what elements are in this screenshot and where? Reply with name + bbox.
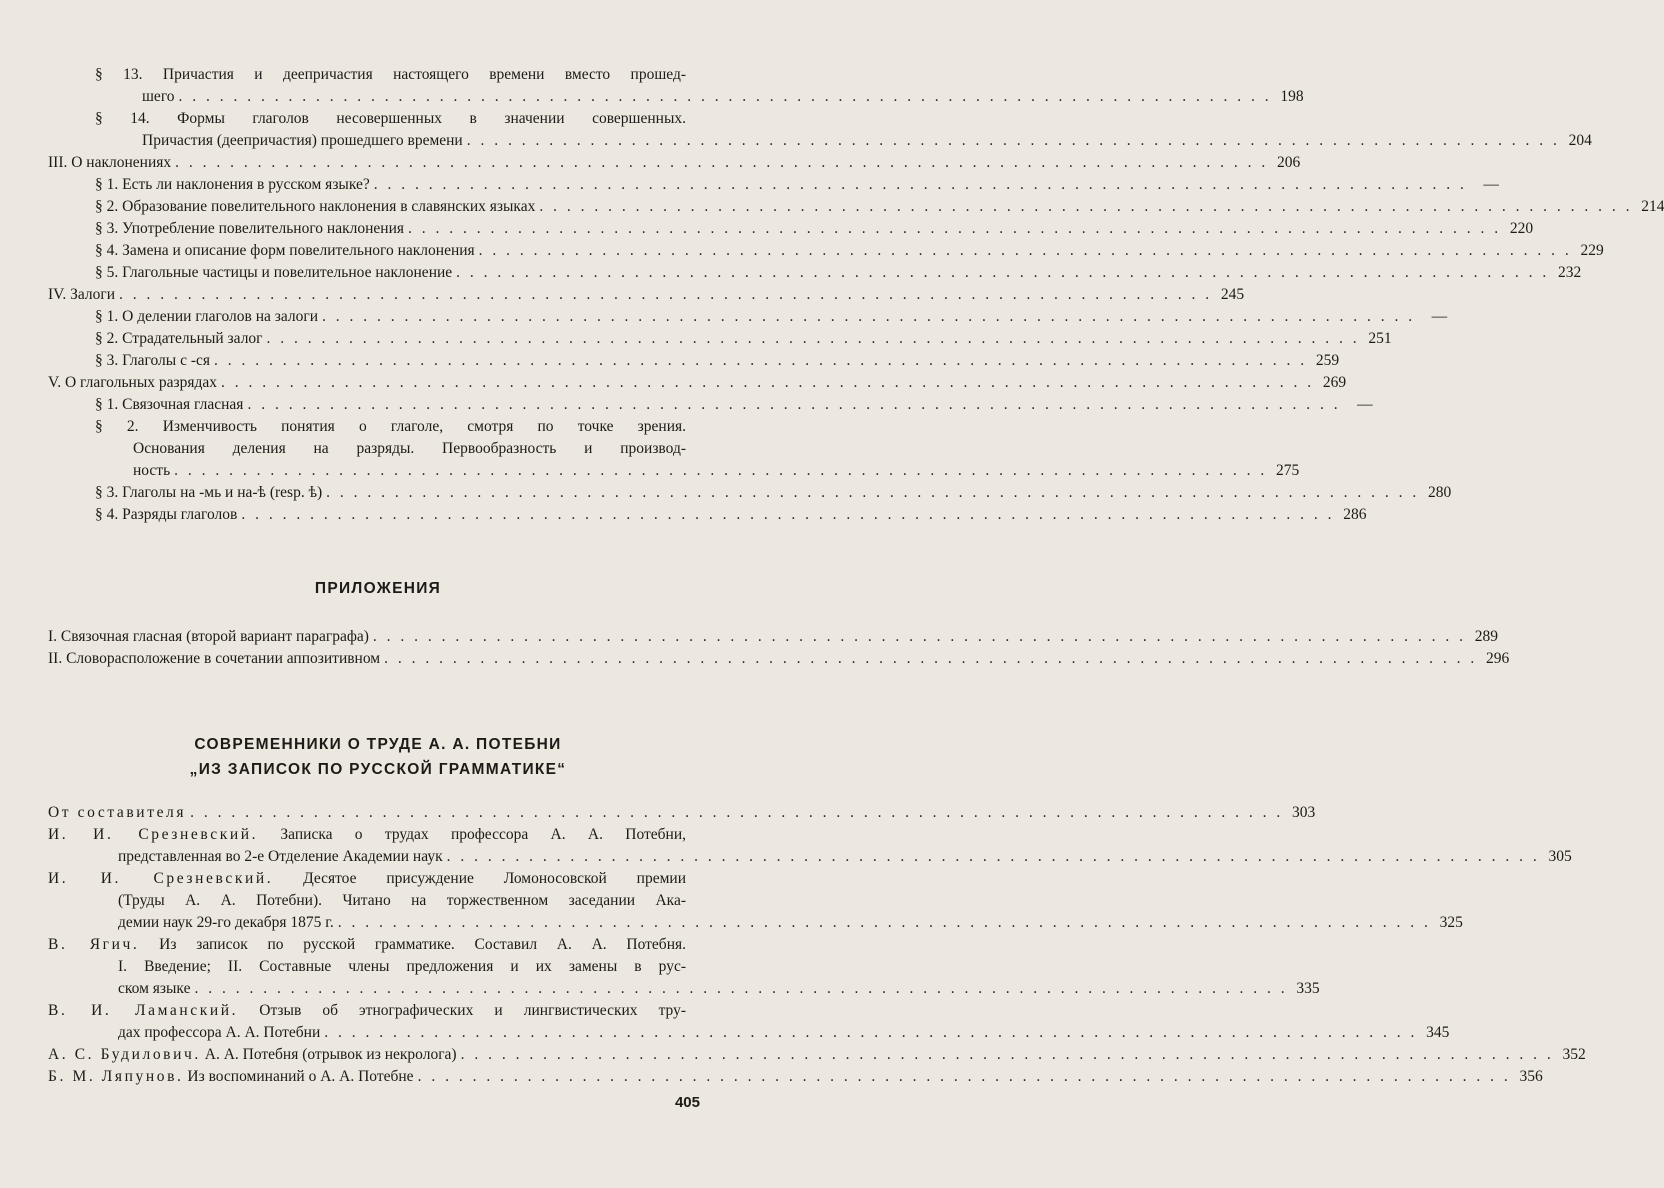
toc-page-number: 259: [1315, 352, 1340, 369]
dot-leader: . . . . . . . . . . . . . . . . . . . . . . . . . . . . . . . . . . . . . . . . . . . . . . . . . . . . . . . . . . . . . . . . . . . . . . . . . . . . . . . .: [214, 352, 1308, 369]
toc-line: [48, 284, 1245, 306]
dot-leader: . . . . . . . . . . . . . . . . . . . . . . . . . . . . . . . . . . . . . . . . . . . . . . . . . . . . . . . . . . . . . . . . . . . . . . . . . . . . . . . .: [324, 1024, 1418, 1041]
toc-page-number: —: [1357, 396, 1373, 413]
toc-page-number: 325: [1439, 914, 1463, 931]
toc-contemporaries-section: [0, 802, 1586, 1088]
toc-page-number: 198: [1280, 88, 1304, 105]
toc-author: И. И. Срезневский.: [48, 870, 274, 887]
toc-line: [95, 196, 1664, 218]
dot-leader: . . . . . . . . . . . . . . . . . . . . . . . . . . . . . . . . . . . . . . . . . . . . . . . . . . . . . . . . . . . . . . . . . . . . . . . . . . . . . . . .: [175, 154, 1269, 171]
dot-leader: . . . . . . . . . . . . . . . . . . . . . . . . . . . . . . . . . . . . . . . . . . . . . . . . . . . . . . . . . . . . . . . . . . . . . . . . . . . . . . . .: [221, 374, 1315, 391]
toc-entry-title: ность: [133, 462, 171, 479]
dot-leader: . . . . . . . . . . . . . . . . . . . . . . . . . . . . . . . . . . . . . . . . . . . . . . . . . . . . . . . . . . . . . . . . . . . . . . . . . . . . . . . .: [241, 506, 1335, 523]
toc-line: [95, 416, 686, 438]
toc-author: Б. М. Ляпунов.: [48, 1068, 184, 1085]
toc-line: [48, 626, 1499, 648]
dot-leader: . . . . . . . . . . . . . . . . . . . . . . . . . . . . . . . . . . . . . . . . . . . . . . . . . . . . . . . . . . . . . . . . . . . . . . . . . . . . . . . .: [460, 1046, 1554, 1063]
toc-entry-title: II. Словорасположение в сочетании аппозитивном: [48, 650, 381, 667]
dot-leader: . . . . . . . . . . . . . . . . . . . . . . . . . . . . . . . . . . . . . . . . . . . . . . . . . . . . . . . . . . . . . . . . . . . . . . . . . . . . . . . .: [119, 286, 1213, 303]
toc-line: [48, 1066, 1543, 1088]
toc-line: [95, 306, 1448, 328]
toc-line: [95, 394, 1373, 416]
toc-page-number: —: [1483, 176, 1499, 193]
toc-author: В. И. Ламанский.: [48, 1002, 239, 1019]
toc-entry-title: От составителя: [48, 804, 187, 821]
toc-line: [48, 152, 1301, 174]
toc-entry-title: I. Введение; II. Составные члены предложения и их замены в рус-: [118, 958, 686, 975]
toc-line: [118, 978, 1320, 1000]
toc-entry-title: § 2. Изменчивость понятия о глаголе, смотря по точке зрения.: [95, 418, 686, 435]
toc-line: [142, 130, 1592, 152]
toc-page-number: 206: [1277, 154, 1301, 171]
toc-entry-title: § 14. Формы глаголов несовершенных в значении совершенных.: [95, 110, 686, 127]
toc-verb-section: [0, 64, 1664, 526]
toc-line: [48, 1000, 686, 1022]
dot-leader: . . . . . . . . . . . . . . . . . . . . . . . . . . . . . . . . . . . . . . . . . . . . . . . . . . . . . . . . . . . . . . . . . . . . . . . . . . . . . . . .: [322, 308, 1416, 325]
toc-entry-title: Причастия (деепричастия) прошедшего времени: [142, 132, 463, 149]
toc-page-number: 232: [1558, 264, 1582, 281]
toc-page-number: 229: [1580, 242, 1604, 259]
toc-line: [95, 240, 1604, 262]
toc-line: [48, 372, 1347, 394]
toc-entry-title: § 5. Глагольные частицы и повелительное наклонение: [95, 264, 453, 281]
toc-entry-title: шего: [142, 88, 175, 105]
page-number: 405: [674, 1094, 700, 1111]
toc-page-number: 214: [1641, 198, 1664, 215]
toc-entry-title: § 2. Страдательный залог: [95, 330, 263, 347]
dot-leader: . . . . . . . . . . . . . . . . . . . . . . . . . . . . . . . . . . . . . . . . . . . . . . . . . . . . . . . . . . . . . . . . . . . . . . . . . . . . . . . .: [466, 132, 1560, 149]
dot-leader: . . . . . . . . . . . . . . . . . . . . . . . . . . . . . . . . . . . . . . . . . . . . . . . . . . . . . . . . . . . . . . . . . . . . . . . . . . . . . . . .: [326, 484, 1420, 501]
toc-page-number: 220: [1509, 220, 1534, 237]
toc-line: [48, 1044, 1586, 1066]
dot-leader: . . . . . . . . . . . . . . . . . . . . . . . . . . . . . . . . . . . . . . . . . . . . . . . . . . . . . . . . . . . . . . . . . . . . . . . . . . . . . . . .: [266, 330, 1360, 347]
toc-line: [48, 802, 1316, 824]
toc-entry-title: А. А. Потебня (отрывок из некролога): [204, 1046, 457, 1063]
dot-leader: . . . . . . . . . . . . . . . . . . . . . . . . . . . . . . . . . . . . . . . . . . . . . . . . . . . . . . . . . . . . . . . . . . . . . . . . . . . . . . . .: [194, 980, 1288, 997]
toc-entry-title: Отзыв об этнографических и лингвистических тру-: [259, 1002, 687, 1019]
dot-leader: . . . . . . . . . . . . . . . . . . . . . . . . . . . . . . . . . . . . . . . . . . . . . . . . . . . . . . . . . . . . . . . . . . . . . . . . . . . . . . . .: [247, 396, 1341, 413]
toc-author: А. С. Будилович.: [48, 1046, 201, 1063]
dot-leader: . . . . . . . . . . . . . . . . . . . . . . . . . . . . . . . . . . . . . . . . . . . . . . . . . . . . . . . . . . . . . . . . . . . . . . . . . . . . . . . .: [190, 804, 1284, 821]
dot-leader: . . . . . . . . . . . . . . . . . . . . . . . . . . . . . . . . . . . . . . . . . . . . . . . . . . . . . . . . . . . . . . . . . . . . . . . . . . . . . . . .: [337, 914, 1431, 931]
toc-page-number: 275: [1276, 462, 1300, 479]
toc-page-number: 352: [1562, 1046, 1586, 1063]
toc-page-number: 335: [1296, 980, 1320, 997]
dot-leader: . . . . . . . . . . . . . . . . . . . . . . . . . . . . . . . . . . . . . . . . . . . . . . . . . . . . . . . . . . . . . . . . . . . . . . . . . . . . . . . .: [446, 848, 1540, 865]
toc-page-number: 289: [1474, 628, 1499, 645]
toc-line: [95, 262, 1582, 284]
toc-entry-title: V. О глагольных разрядах: [48, 374, 218, 391]
toc-line: [142, 86, 1304, 108]
toc-line: [118, 890, 686, 912]
dot-leader: . . . . . . . . . . . . . . . . . . . . . . . . . . . . . . . . . . . . . . . . . . . . . . . . . . . . . . . . . . . . . . . . . . . . . . . . . . . . . . . .: [456, 264, 1550, 281]
dot-leader: . . . . . . . . . . . . . . . . . . . . . . . . . . . . . . . . . . . . . . . . . . . . . . . . . . . . . . . . . . . . . . . . . . . . . . . . . . . . . . . .: [408, 220, 1502, 237]
toc-page-number: 251: [1368, 330, 1392, 347]
dot-leader: . . . . . . . . . . . . . . . . . . . . . . . . . . . . . . . . . . . . . . . . . . . . . . . . . . . . . . . . . . . . . . . . . . . . . . . . . . . . . . . .: [174, 462, 1268, 479]
toc-line: [133, 460, 1300, 482]
dot-leader: . . . . . . . . . . . . . . . . . . . . . . . . . . . . . . . . . . . . . . . . . . . . . . . . . . . . . . . . . . . . . . . . . . . . . . . . . . . . . . . .: [478, 242, 1572, 259]
contemporaries-heading-line-1: СОВРЕМЕННИКИ О ТРУДЕ А. А. ПОТЕБНИ: [194, 736, 562, 753]
toc-page-number: 303: [1292, 804, 1316, 821]
toc-appendix-section: [0, 626, 1510, 670]
dot-leader: . . . . . . . . . . . . . . . . . . . . . . . . . . . . . . . . . . . . . . . . . . . . . . . . . . . . . . . . . . . . . . . . . . . . . . . . . . . . . . . .: [384, 650, 1478, 667]
toc-entry-title: § 1. Есть ли наклонения в русском языке?: [95, 176, 370, 193]
toc-line: [95, 218, 1534, 240]
toc-entry-title: Из воспоминаний о А. А. Потебне: [187, 1068, 414, 1085]
toc-line: [133, 438, 686, 460]
toc-page-number: 204: [1568, 132, 1592, 149]
toc-entry-title: § 2. Образование повелительного наклонения в славянских языках: [95, 198, 536, 215]
toc-line: [118, 912, 1463, 934]
toc-entry-title: I. Связочная гласная (второй вариант параграфа): [48, 628, 369, 645]
toc-entry-title: Записка о трудах профессора А. А. Потебни,: [280, 826, 687, 843]
toc-line: [95, 328, 1392, 350]
toc-entry-title: § 3. Употребление повелительного наклонения: [95, 220, 404, 237]
toc-line: [118, 956, 686, 978]
toc-page-number: —: [1431, 308, 1448, 325]
contemporaries-heading-line-2: „ИЗ ЗАПИСОК ПО РУССКОЙ ГРАММАТИКЕ“: [189, 761, 567, 778]
toc-author: В. Ягич.: [48, 936, 140, 953]
toc-line: [48, 648, 1510, 670]
toc-entry-title: (Труды А. А. Потебни). Читано на торжественном заседании Ака-: [118, 892, 686, 909]
toc-line: [95, 350, 1340, 372]
toc-entry-title: § 1. О делении глаголов на залоги: [95, 308, 319, 325]
toc-line: [95, 108, 686, 130]
toc-entry-title: § 4. Разряды глаголов: [95, 506, 238, 523]
dot-leader: . . . . . . . . . . . . . . . . . . . . . . . . . . . . . . . . . . . . . . . . . . . . . . . . . . . . . . . . . . . . . . . . . . . . . . . . . . . . . . . .: [178, 88, 1272, 105]
toc-line: [95, 174, 1499, 196]
toc-line: [48, 824, 686, 846]
dot-leader: . . . . . . . . . . . . . . . . . . . . . . . . . . . . . . . . . . . . . . . . . . . . . . . . . . . . . . . . . . . . . . . . . . . . . . . . . . . . . . . .: [539, 198, 1633, 215]
toc-line: [95, 504, 1367, 526]
dot-leader: . . . . . . . . . . . . . . . . . . . . . . . . . . . . . . . . . . . . . . . . . . . . . . . . . . . . . . . . . . . . . . . . . . . . . . . . . . . . . . . .: [373, 176, 1467, 193]
toc-entry-title: § 3. Глаголы на -мь и на-ѣ (resp. ѣ): [95, 484, 323, 501]
dot-leader: . . . . . . . . . . . . . . . . . . . . . . . . . . . . . . . . . . . . . . . . . . . . . . . . . . . . . . . . . . . . . . . . . . . . . . . . . . . . . . . .: [372, 628, 1467, 645]
toc-line: [95, 482, 1452, 504]
toc-entry-title: дах профессора А. А. Потебни: [118, 1024, 321, 1041]
toc-entry-title: § 4. Замена и описание форм повелительного наклонения: [95, 242, 475, 259]
toc-entry-title: ском языке: [118, 980, 191, 997]
toc-entry-title: IV. Залоги: [48, 286, 116, 303]
toc-page-number: 280: [1428, 484, 1452, 501]
toc-line: [118, 1022, 1450, 1044]
appendix-heading: ПРИЛОЖЕНИЯ: [314, 580, 442, 597]
toc-page-number: 356: [1519, 1068, 1543, 1085]
toc-page-number: 245: [1220, 286, 1245, 303]
toc-entry-title: § 1. Связочная гласная: [95, 396, 244, 413]
toc-line: [95, 64, 686, 86]
toc-entry-title: § 13. Причастия и деепричастия настоящего времени вместо прошед-: [95, 66, 686, 83]
toc-page-number: 269: [1322, 374, 1347, 391]
toc-entry-title: § 3. Глаголы с -ся: [95, 352, 211, 369]
toc-page-number: 286: [1343, 506, 1367, 523]
toc-entry-title: Основания деления на разряды. Первообразность и производ-: [133, 440, 686, 457]
toc-entry-title: Десятое присуждение Ломоносовской премии: [303, 870, 686, 887]
toc-author: И. И. Срезневский.: [48, 826, 259, 843]
toc-entry-title: представленная во 2-е Отделение Академии наук: [118, 848, 443, 865]
dot-leader: . . . . . . . . . . . . . . . . . . . . . . . . . . . . . . . . . . . . . . . . . . . . . . . . . . . . . . . . . . . . . . . . . . . . . . . . . . . . . . . .: [417, 1068, 1511, 1085]
toc-page-number: 305: [1548, 848, 1572, 865]
toc-line: [48, 868, 686, 890]
toc-page-number: 296: [1486, 650, 1510, 667]
toc-entry-title: Из записок по русской грамматике. Составил А. А. Потебня.: [159, 936, 686, 953]
toc-page-number: 345: [1426, 1024, 1450, 1041]
toc-line: [48, 934, 686, 956]
toc-line: [118, 846, 1572, 868]
toc-entry-title: демии наук 29-го декабря 1875 г.: [118, 914, 334, 931]
toc-entry-title: III. О наклонениях: [48, 154, 172, 171]
